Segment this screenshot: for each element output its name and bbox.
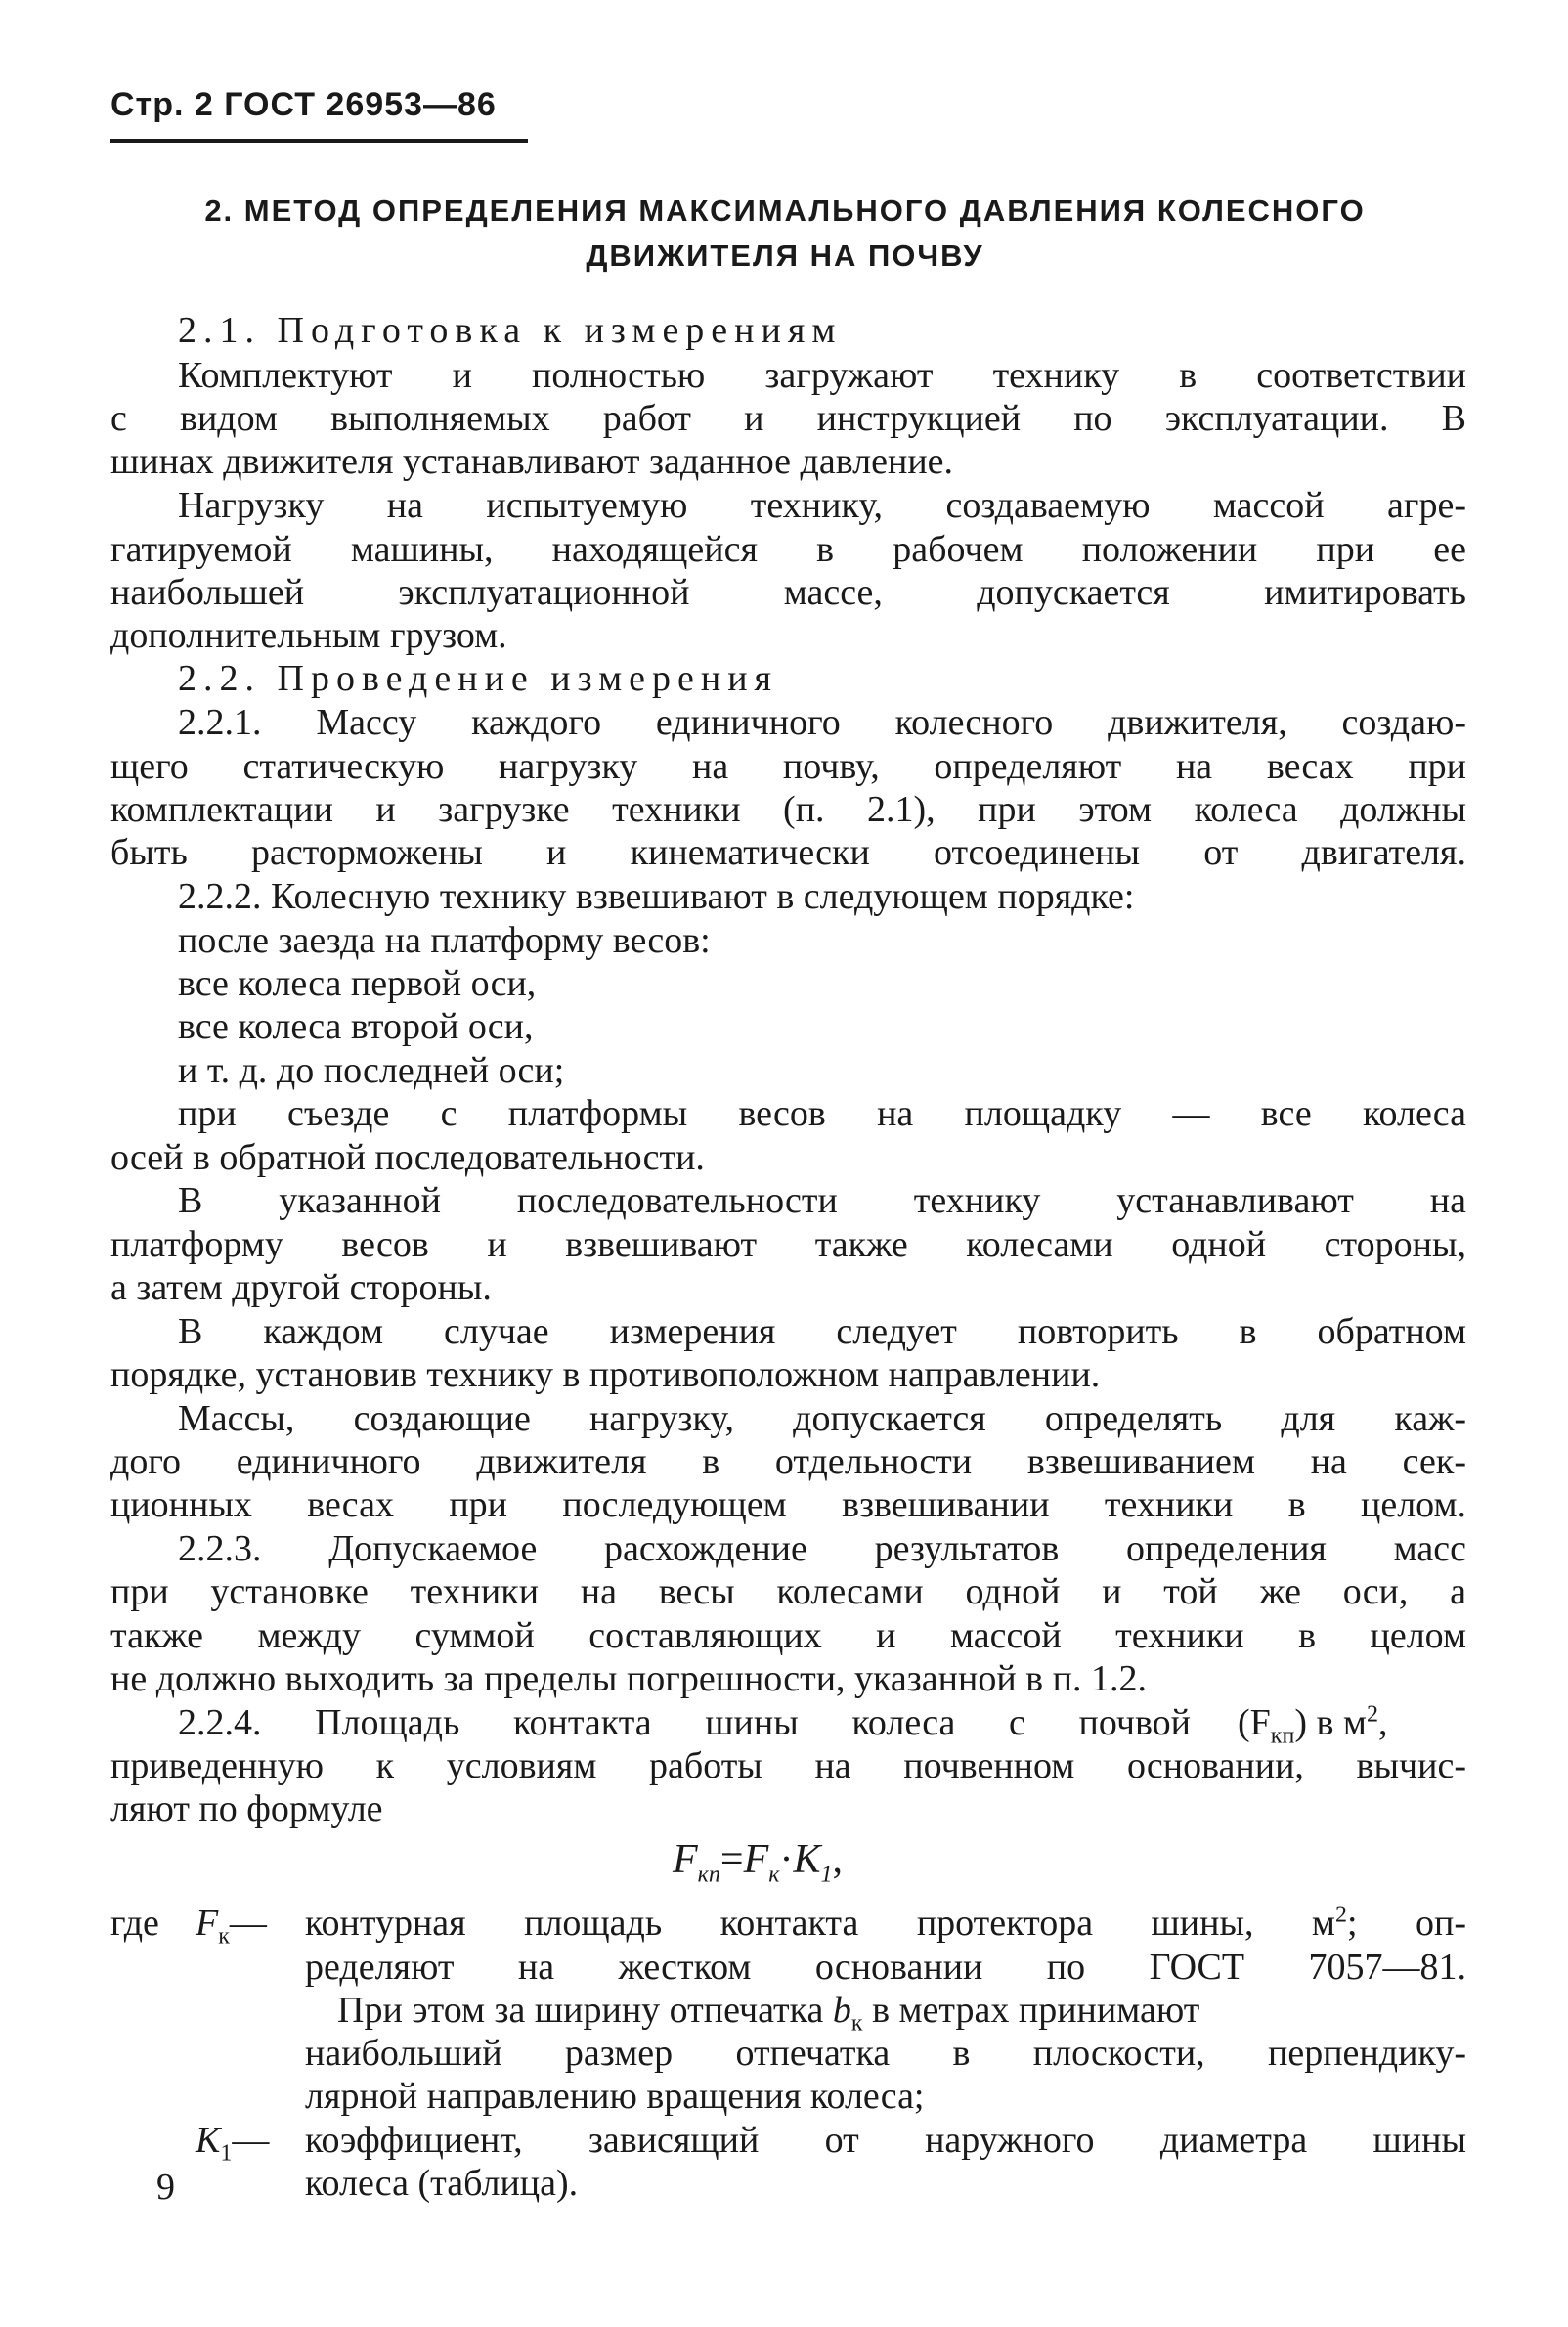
text-line: Массы, создающие нагрузку, допускается определять для каж-: [178, 1398, 1466, 1439]
area-symbol-fkp: $(F_{кп})$ в $м^2$,: [1238, 1701, 1388, 1749]
text-line: ционных весах при последующем взвешивании техники в целом.: [110, 1484, 1466, 1525]
text-line: Нагрузку на испытуемую технику, создаваемую массой агре-: [178, 485, 1466, 526]
definition-k1-line-1: коэффициент, зависящий от наружного диаметра шины: [305, 2120, 1466, 2161]
text-line: В указанной последовательности технику устанавливают на: [178, 1180, 1466, 1221]
variable-fk: $F_к—$: [196, 1903, 267, 1950]
text-line: ляют по формуле: [110, 1788, 383, 1829]
text-line: 2.2.2. Колесную технику взвешивают в следующем порядке:: [178, 876, 1135, 917]
text-line: осей в обратной последовательности.: [110, 1137, 705, 1178]
text-line: гатируемой машины, находящейся в рабочем положении при ее: [110, 529, 1466, 570]
list-item: все колеса второй оси,: [178, 1006, 534, 1047]
note-line-3: лярной направлению вращения колеса;: [305, 2076, 925, 2117]
text-line: дого единичного движителя в отдельности взвешиванием на сек-: [110, 1441, 1466, 1482]
text-line: 2.2.4. Площадь контакта шины колеса с почвой: [178, 1702, 1191, 1743]
definition-fk-line-1: контурная площадь контакта протектора шины, $м^2$; оп-: [305, 1902, 1466, 1944]
text-line: платформу весов и взвешивают также колесами одной стороны,: [110, 1224, 1466, 1265]
text-line: комплектации и загрузке техники (п. 2.1), при этом колеса должны: [110, 789, 1466, 830]
note-line-2: наибольший размер отпечатка в плоскости, перпендику-: [305, 2033, 1466, 2074]
where-label: где: [110, 1903, 159, 1944]
subsection-heading-2-2: 2.2. Проведение измерения: [178, 658, 779, 699]
list-item: и т. д. до последней оси;: [178, 1050, 565, 1091]
list-item: все колеса первой оси,: [178, 963, 537, 1004]
text-line: дополнительным грузом.: [110, 615, 507, 656]
text-line: наибольшей эксплуатационной массе, допускается имитировать: [110, 572, 1466, 613]
text-line: с видом выполняемых работ и инструкцией по эксплуатации. В: [110, 398, 1466, 439]
text-line: не должно выходить за пределы погрешности, указанной в п. 1.2.: [110, 1658, 1147, 1699]
text-line: при съезде с платформы весов на площадку — все колеса: [178, 1093, 1466, 1134]
text-line: быть расторможены и кинематически отсоединены от двигателя.: [110, 832, 1466, 873]
text-line: при установке техники на весы колесами одной и той же оси, а: [110, 1571, 1466, 1612]
header-rule: [110, 139, 528, 143]
page-number: 9: [156, 2167, 175, 2208]
text-line: приведенную к условиям работы на почвенном основании, вычис-: [110, 1745, 1466, 1786]
text-line: 2.2.1. Массу каждого единичного колесного движителя, создаю-: [178, 702, 1466, 743]
text-line: после заезда на платформу весов:: [178, 920, 711, 961]
section-title-line-1: 2. МЕТОД ОПРЕДЕЛЕНИЯ МАКСИМАЛЬНОГО ДАВЛЕНИЯ КОЛЕСНОГО: [204, 194, 1366, 228]
text-line: Комплектуют и полностью загружают технику в соответствии: [178, 355, 1466, 396]
text-line: щего статическую нагрузку на почву, определяют на весах при: [110, 746, 1466, 787]
text-line: 2.2.3. Допускаемое расхождение результатов определения масс: [178, 1528, 1466, 1569]
text-line: шинах движителя устанавливают заданное давление.: [110, 441, 954, 482]
page-header: Стр. 2 ГОСТ 26953—86: [110, 86, 497, 123]
text-line: также между суммой составляющих и массой техники в целом: [110, 1615, 1466, 1656]
text-line: а затем другой стороны.: [110, 1267, 492, 1308]
subsection-heading-2-1: 2.1. Подготовка к измерениям: [178, 310, 843, 351]
text-line: В каждом случае измерения следует повторить в обратном: [178, 1311, 1466, 1352]
text-line: порядке, установив технику в противоположном направлении.: [110, 1354, 1101, 1395]
note-line-1: При этом за ширину отпечатка $b_к$ в метрах принимают: [337, 1990, 1200, 2037]
variable-k1: $K_1—$: [196, 2120, 270, 2167]
definition-fk-line-2: ределяют на жестком основании по ГОСТ 7057—81.: [305, 1947, 1466, 1988]
formula: $F_{кп}=F_к\cdot K_1$,: [673, 1837, 843, 1888]
definition-k1-line-2: колеса (таблица).: [305, 2163, 579, 2204]
section-title-line-2: ДВИЖИТЕЛЯ НА ПОЧВУ: [586, 239, 984, 273]
